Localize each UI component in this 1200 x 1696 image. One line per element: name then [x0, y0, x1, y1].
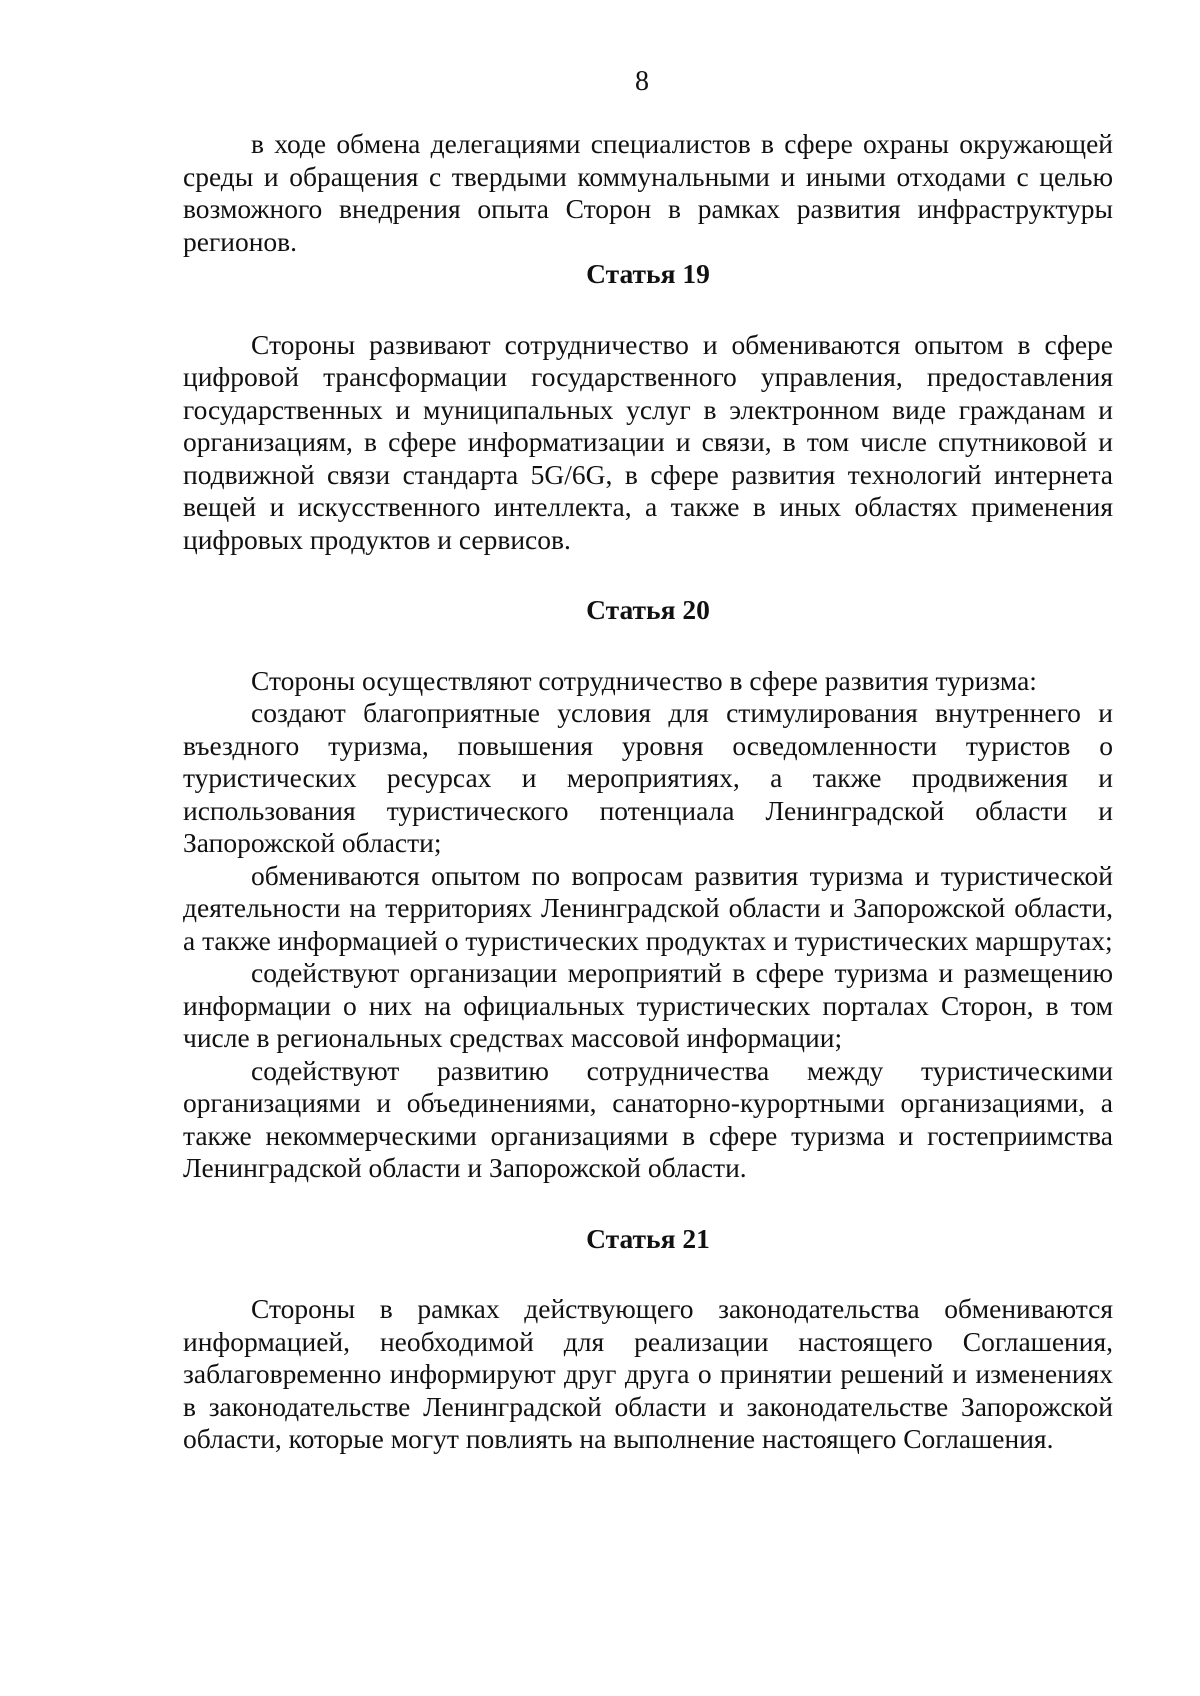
article-20-paragraph: Стороны осуществляют сотрудничество в сфере развития туризма:: [251, 664, 1037, 696]
article-20-paragraph: обмениваются опытом по вопросам развития туризма и туристической деятельности на территориях Ленинградской области и Запорожской области, а также информацией о туристических продуктах и туристических маршрутах;: [183, 859, 1113, 956]
article-21-paragraph: Стороны в рамках действующего законодательства обмениваются информацией, необходимой для реализации настоящего Соглашения, заблаговременно информируют друг друга о принятии решений и изменениях в законодательстве Ленинградской области и законодательстве Запорожской области, которые могут повлиять на выполнение настоящего Соглашения.: [183, 1293, 1113, 1454]
article-20-heading: Статья 20: [586, 594, 710, 625]
intro-paragraph: в ходе обмена делегациями специалистов в сфере охраны окружающей среды и обращения с твердыми коммунальными и иными отходами с целью возможного внедрения опыта Сторон в рамках развития инфраструктуры регионов.: [183, 128, 1113, 257]
article-19-paragraph: Стороны развивают сотрудничество и обмениваются опытом в сфере цифровой трансформации государственного управления, предоставления государственных и муниципальных услуг в электронном виде гражданам и организациям, в сфере информатизации и связи, в том числе спутниковой и подвижной связи стандарта 5G/6G, в сфере развития технологий интернета вещей и искусственного интеллекта, а также в иных областях применения цифровых продуктов и сервисов.: [183, 328, 1113, 555]
article-20-paragraph: создают благоприятные условия для стимулирования внутреннего и въездного туризма, повышения уровня осведомленности туристов о туристических ресурсах и мероприятиях, а также продвижения и использования туристического потенциала Ленинградской области и Запорожской области;: [183, 697, 1113, 858]
article-21-heading: Статья 21: [586, 1222, 710, 1254]
article-19-heading: Статья 19: [586, 258, 710, 289]
article-20-paragraph: содействуют организации мероприятий в сфере туризма и размещению информации о них на официальных туристических порталах Сторон, в том числе в региональных средствах массовой информации;: [183, 957, 1113, 1053]
page-number: 8: [635, 66, 649, 97]
article-20-paragraph: содействуют развитию сотрудничества между туристическими организациями и объединениями, санаторно-курортными организациями, а также некоммерческими организациями в сфере туризма и гостеприимства Ленинградской области и Запорожской области.: [183, 1054, 1113, 1183]
document-body: [183, 128, 1113, 1456]
